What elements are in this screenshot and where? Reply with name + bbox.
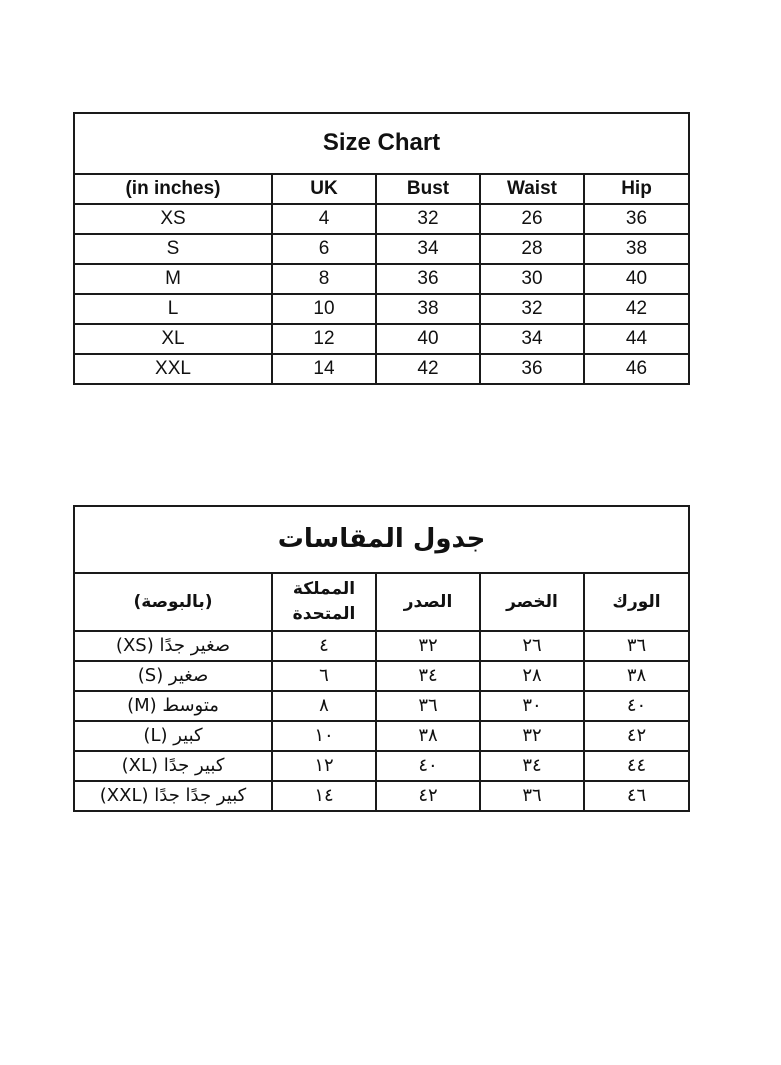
size-cell-ar: كبير جدًا جدًا (XXL): [74, 781, 272, 811]
header-hip-ar: الورك: [584, 573, 689, 631]
hip-cell: 36: [584, 204, 689, 234]
uk-cell-ar: ٦: [272, 661, 376, 691]
size-cell-ar: متوسط (M): [74, 691, 272, 721]
table-row: [74, 204, 689, 234]
hip-cell-ar: ٤٦: [584, 781, 689, 811]
table-row: [74, 661, 689, 691]
waist-cell: 28: [480, 234, 584, 264]
waist-cell: 34: [480, 324, 584, 354]
waist-cell: 36: [480, 354, 584, 384]
header-uk-ar: [272, 573, 376, 631]
english-header-row: [74, 174, 689, 204]
header-uk-ar-line2: المتحدة: [292, 604, 356, 624]
size-cell: XL: [74, 324, 272, 354]
table-row: [74, 631, 689, 661]
header-uk-ar-line1: المملكة: [292, 579, 356, 600]
uk-cell: 10: [272, 294, 376, 324]
hip-cell: 38: [584, 234, 689, 264]
arabic-chart-title: جدول المقاسات: [74, 506, 689, 573]
bust-cell: 32: [376, 204, 480, 234]
uk-cell-ar: ٨: [272, 691, 376, 721]
header-waist-ar: الخصر: [480, 573, 584, 631]
hip-cell-ar: ٣٦: [584, 631, 689, 661]
uk-cell-ar: ١٢: [272, 751, 376, 781]
table-row: [74, 264, 689, 294]
header-unit: (in inches): [74, 174, 272, 204]
uk-cell: 8: [272, 264, 376, 294]
size-cell-ar: صغير جدًا (XS): [74, 631, 272, 661]
bust-cell: 42: [376, 354, 480, 384]
uk-cell-ar: ٤: [272, 631, 376, 661]
waist-cell: 32: [480, 294, 584, 324]
waist-cell-ar: ٢٦: [480, 631, 584, 661]
hip-cell-ar: ٣٨: [584, 661, 689, 691]
size-cell-ar: كبير (L): [74, 721, 272, 751]
arabic-header-row: [74, 573, 689, 631]
hip-cell-ar: ٤٤: [584, 751, 689, 781]
bust-cell: 38: [376, 294, 480, 324]
size-cell: L: [74, 294, 272, 324]
waist-cell: 26: [480, 204, 584, 234]
bust-cell: 40: [376, 324, 480, 354]
table-row: [74, 354, 689, 384]
header-hip: Hip: [584, 174, 689, 204]
bust-cell-ar: ٣٤: [376, 661, 480, 691]
english-size-chart-table: [73, 112, 690, 385]
table-row: [74, 751, 689, 781]
uk-cell: 12: [272, 324, 376, 354]
size-cell: S: [74, 234, 272, 264]
waist-cell-ar: ٣٤: [480, 751, 584, 781]
bust-cell-ar: ٣٨: [376, 721, 480, 751]
header-bust-ar: الصدر: [376, 573, 480, 631]
waist-cell: 30: [480, 264, 584, 294]
header-bust: Bust: [376, 174, 480, 204]
bust-cell-ar: ٣٢: [376, 631, 480, 661]
hip-cell-ar: ٤٠: [584, 691, 689, 721]
uk-cell: 4: [272, 204, 376, 234]
uk-cell-ar: ١٠: [272, 721, 376, 751]
size-cell-ar: كبير جدًا (XL): [74, 751, 272, 781]
bust-cell-ar: ٤٢: [376, 781, 480, 811]
header-unit-ar: (بالبوصة): [74, 573, 272, 631]
header-waist: Waist: [480, 174, 584, 204]
header-uk: UK: [272, 174, 376, 204]
waist-cell-ar: ٢٨: [480, 661, 584, 691]
hip-cell: 44: [584, 324, 689, 354]
bust-cell: 36: [376, 264, 480, 294]
arabic-size-chart-table: [73, 505, 690, 812]
table-row: [74, 781, 689, 811]
hip-cell: 40: [584, 264, 689, 294]
bust-cell-ar: ٤٠: [376, 751, 480, 781]
waist-cell-ar: ٣٦: [480, 781, 584, 811]
table-row: [74, 234, 689, 264]
table-row: [74, 324, 689, 354]
size-cell: XXL: [74, 354, 272, 384]
uk-cell: 6: [272, 234, 376, 264]
table-row: [74, 691, 689, 721]
english-chart-title: Size Chart: [74, 113, 689, 174]
size-cell: M: [74, 264, 272, 294]
bust-cell: 34: [376, 234, 480, 264]
uk-cell-ar: ١٤: [272, 781, 376, 811]
size-cell-ar: صغير (S): [74, 661, 272, 691]
hip-cell-ar: ٤٢: [584, 721, 689, 751]
bust-cell-ar: ٣٦: [376, 691, 480, 721]
table-row: [74, 294, 689, 324]
uk-cell: 14: [272, 354, 376, 384]
hip-cell: 46: [584, 354, 689, 384]
waist-cell-ar: ٣٢: [480, 721, 584, 751]
size-cell: XS: [74, 204, 272, 234]
hip-cell: 42: [584, 294, 689, 324]
waist-cell-ar: ٣٠: [480, 691, 584, 721]
table-row: [74, 721, 689, 751]
